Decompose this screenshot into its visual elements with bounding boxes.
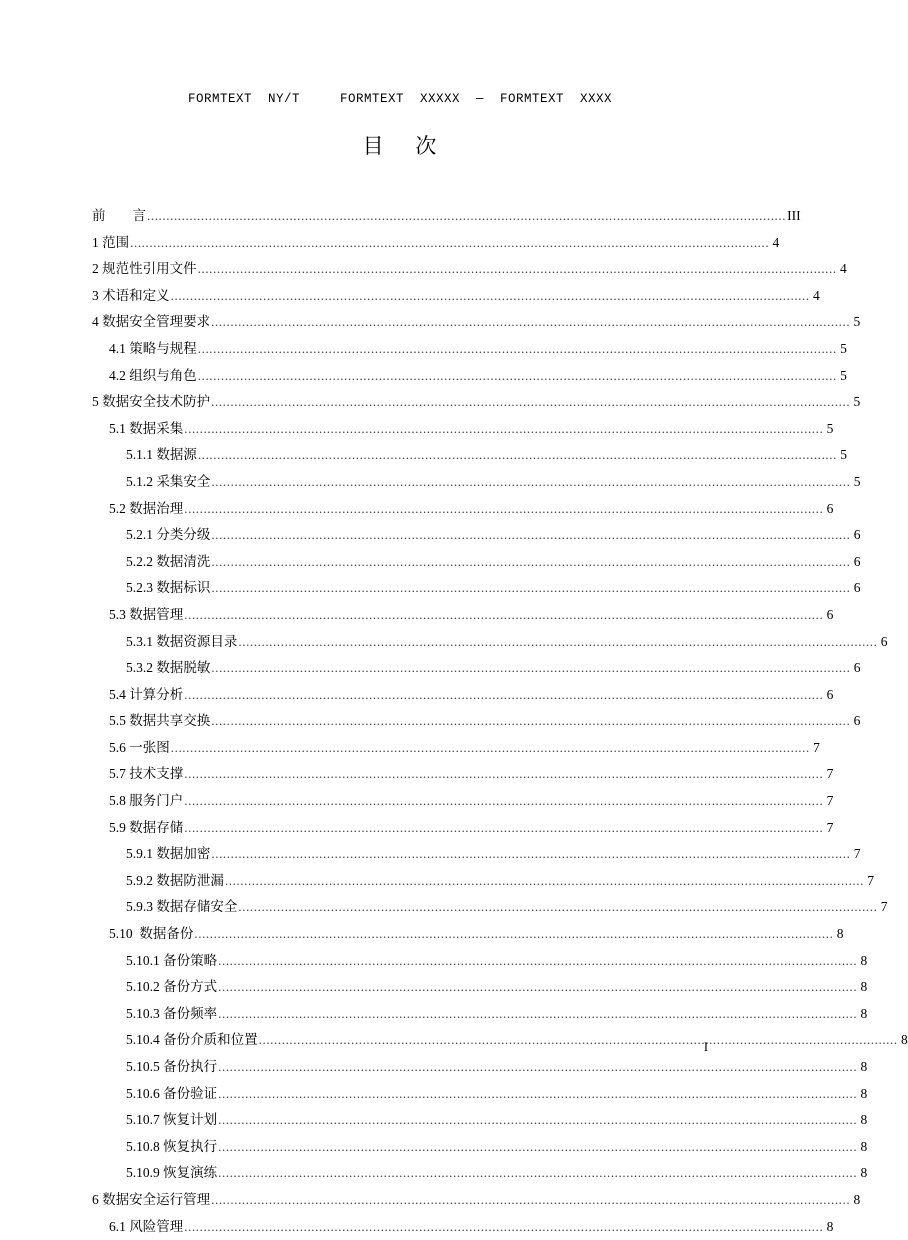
toc-entry-label: 5.10.5 备份执行 <box>126 1059 218 1074</box>
toc-entry[interactable] <box>92 815 834 842</box>
toc-entry-label: 5.10.1 备份策略 <box>126 952 218 968</box>
toc-dot-leader <box>184 602 823 616</box>
toc-entry-page-number: 7 <box>826 766 834 782</box>
toc-dot-leader <box>211 1187 850 1201</box>
footer-page-number <box>0 1040 800 1055</box>
toc-entry-label: 5.10.2 备份方式 <box>126 979 218 995</box>
toc-dot-leader <box>259 1027 898 1041</box>
toc-entry[interactable] <box>92 735 820 762</box>
toc-dot-leader <box>171 735 810 749</box>
toc-entry-label: 5.3.2 数据脱敏 <box>126 660 211 676</box>
toc-entry[interactable] <box>92 496 834 523</box>
toc-entry[interactable] <box>92 921 844 948</box>
toc-entry-page-number: 6 <box>853 527 861 543</box>
toc-entry-label: 3 术语和定义 <box>92 287 170 303</box>
toc-dot-leader <box>184 416 823 430</box>
toc-entry-page-number: 7 <box>867 872 874 888</box>
toc-entry[interactable] <box>92 602 834 629</box>
toc-entry-page-number: 8 <box>860 1005 868 1021</box>
toc-dot-leader <box>184 761 823 775</box>
toc-entry[interactable] <box>92 1160 868 1187</box>
toc-entry-label: 2 规范性引用文件 <box>92 261 197 277</box>
toc-entry[interactable] <box>92 682 834 709</box>
toc-entry-label: 5.9.3 数据存储安全 <box>126 899 238 915</box>
toc-entry[interactable] <box>92 522 861 549</box>
toc-entry-label: 1 范围 <box>92 234 130 250</box>
toc-entry-label: 4 数据安全管理要求 <box>92 314 211 330</box>
page-title: 目 次 <box>362 134 438 158</box>
toc-entry[interactable] <box>92 974 868 1001</box>
toc-entry-page-number: 8 <box>860 1165 868 1181</box>
toc-entry-label: 5.4 计算分析 <box>109 686 184 702</box>
toc-dot-leader <box>184 788 823 802</box>
toc-dot-leader <box>218 1001 857 1015</box>
toc-entry[interactable] <box>92 203 801 230</box>
toc-entry-page-number: 6 <box>853 660 861 676</box>
toc-entry-label: 5.3 数据管理 <box>109 606 184 622</box>
toc-entry[interactable] <box>92 868 874 895</box>
toc-entry[interactable] <box>92 1214 834 1240</box>
toc-dot-leader <box>184 1214 823 1228</box>
toc-entry-page-number: 6 <box>826 606 834 622</box>
toc-entry[interactable] <box>92 575 861 602</box>
toc-entry-page-number: 8 <box>836 926 844 942</box>
toc-entry-page-number: 7 <box>826 819 834 835</box>
toc-entry[interactable] <box>92 309 861 336</box>
toc-entry-label: 5.5 数据共享交换 <box>109 713 211 729</box>
toc-entry-label: 5.7 技术支撑 <box>109 766 184 782</box>
toc-entry-page-number: 6 <box>826 686 834 702</box>
toc-entry-page-number: 6 <box>853 580 861 596</box>
toc-entry-page-number: 5 <box>853 473 861 489</box>
toc-dot-leader <box>211 575 850 589</box>
toc-dot-leader <box>218 1054 857 1068</box>
toc-entry[interactable] <box>92 655 861 682</box>
toc-entry-page-number: 5 <box>853 314 861 330</box>
toc-entry-label: 5.10.4 备份介质和位置 <box>126 1032 258 1048</box>
toc-entry-page-number: 4 <box>812 287 820 303</box>
toc-entry-page-number: 6 <box>880 633 888 649</box>
toc-dot-leader <box>211 841 850 855</box>
toc-entry-label: 5.9 数据存储 <box>109 819 184 835</box>
toc-dot-leader <box>184 682 823 696</box>
toc-entry-page-number: 7 <box>853 846 861 862</box>
toc-entry-label: 5.10.8 恢复执行 <box>126 1138 218 1154</box>
toc-dot-leader <box>198 336 837 350</box>
toc-entry-page-number: 5 <box>826 420 834 436</box>
toc-dot-leader <box>218 1081 857 1095</box>
toc-entry-label: 5.6 一张图 <box>109 739 170 755</box>
toc-dot-leader <box>184 815 823 829</box>
toc-dot-leader <box>198 363 837 377</box>
toc-dot-leader <box>218 948 857 962</box>
toc-entry-label: 5.10.9 恢复演练 <box>126 1165 218 1181</box>
toc-entry[interactable] <box>92 841 861 868</box>
toc-dot-leader <box>238 629 877 643</box>
toc-entry-label: 6.1 风险管理 <box>109 1218 184 1234</box>
toc-dot-leader <box>238 894 877 908</box>
toc-entry-page-number: 5 <box>840 447 847 463</box>
toc-entry-label: 5.2 数据治理 <box>109 500 184 516</box>
toc-dot-leader <box>211 389 850 403</box>
toc-dot-leader <box>198 256 837 270</box>
toc-entry[interactable] <box>92 1081 868 1108</box>
toc-entry-label: 4.2 组织与角色 <box>109 367 197 383</box>
toc-dot-leader <box>211 522 850 536</box>
toc-entry-label: 5.2.2 数据清洗 <box>126 553 211 569</box>
toc-entry-page-number: 7 <box>880 899 888 915</box>
toc-entry-page-number: 8 <box>860 1059 868 1074</box>
toc-entry-label: 5.10 数据备份 <box>109 926 194 942</box>
toc-entry-page-number: 8 <box>826 1218 834 1234</box>
toc-entry[interactable] <box>92 788 834 815</box>
toc-entry[interactable] <box>92 389 861 416</box>
toc-dot-leader <box>184 496 823 510</box>
toc-entry[interactable] <box>92 549 861 576</box>
toc-entry[interactable] <box>92 336 847 363</box>
toc-entry-label: 前 言 <box>92 208 146 223</box>
toc-entry-page-number: 7 <box>813 739 820 755</box>
toc-entry[interactable] <box>92 894 888 921</box>
toc-entry[interactable] <box>92 256 847 283</box>
toc-entry-page-number: 4 <box>772 234 780 250</box>
toc-entry-label: 5.9.1 数据加密 <box>126 846 211 862</box>
toc-entry[interactable] <box>92 283 820 310</box>
toc-dot-leader <box>211 549 850 563</box>
toc-entry-page-number: 5 <box>840 340 847 356</box>
toc-entry-page-number: 8 <box>860 1138 868 1154</box>
toc-entry-page-number: 8 <box>860 1085 868 1101</box>
toc-entry-page-number: 8 <box>860 1112 868 1128</box>
toc-entry[interactable] <box>92 1054 868 1081</box>
toc-dot-leader <box>225 868 864 882</box>
toc-dot-leader <box>218 1160 857 1174</box>
toc-entry[interactable] <box>92 1107 868 1134</box>
toc-dot-leader <box>218 974 857 988</box>
toc-entry[interactable] <box>92 469 861 496</box>
toc-entry-label: 5.9.2 数据防泄漏 <box>126 872 224 888</box>
toc-dot-leader <box>147 203 786 217</box>
toc-entry-page-number: 4 <box>839 261 847 277</box>
footer-page-number-value: I <box>703 1040 709 1054</box>
toc-entry-page-number: 8 <box>853 1191 861 1207</box>
toc-entry-label: 5.10.6 备份验证 <box>126 1085 218 1101</box>
table-of-contents <box>92 203 908 1240</box>
toc-entry-label: 5.10.3 备份频率 <box>126 1005 218 1021</box>
toc-entry[interactable] <box>92 442 847 469</box>
toc-entry-label: 5.2.3 数据标识 <box>126 580 211 596</box>
toc-entry-page-number: 8 <box>860 979 868 995</box>
toc-entry[interactable] <box>92 1001 868 1028</box>
toc-entry-label: 6 数据安全运行管理 <box>92 1191 211 1207</box>
toc-entry-label: 5.1.2 采集安全 <box>126 473 211 489</box>
document-header-line: FORMTEXT NY/T FORMTEXT XXXXX — FORMTEXT XXXX <box>187 92 613 106</box>
toc-dot-leader <box>198 442 837 456</box>
toc-dot-leader <box>211 655 850 669</box>
toc-entry-page-number: 7 <box>826 793 834 809</box>
toc-entry[interactable] <box>92 708 861 735</box>
toc-dot-leader <box>218 1107 857 1121</box>
toc-entry-label: 5.2.1 分类分级 <box>126 527 211 543</box>
toc-entry-page-number: 6 <box>853 713 861 729</box>
toc-entry-page-number: III <box>787 208 801 223</box>
toc-dot-leader <box>130 230 769 244</box>
toc-entry[interactable] <box>92 1134 868 1161</box>
toc-entry-page-number: 6 <box>853 553 861 569</box>
toc-entry-label: 5.3.1 数据资源目录 <box>126 633 238 649</box>
toc-entry-page-number: 8 <box>900 1032 908 1048</box>
toc-entry-label: 5.1 数据采集 <box>109 420 184 436</box>
toc-entry-page-number: 6 <box>826 500 834 516</box>
toc-entry-label: 4.1 策略与规程 <box>109 340 197 356</box>
toc-entry[interactable] <box>92 948 868 975</box>
toc-entry[interactable] <box>92 363 847 390</box>
toc-entry-page-number: 5 <box>853 394 861 410</box>
toc-entry[interactable] <box>92 629 888 656</box>
toc-entry-label: 5.8 服务门户 <box>109 793 184 809</box>
toc-dot-leader <box>194 921 833 935</box>
toc-dot-leader <box>211 469 850 483</box>
toc-dot-leader <box>171 283 810 297</box>
toc-dot-leader <box>218 1134 857 1148</box>
toc-dot-leader <box>211 309 850 323</box>
toc-entry[interactable] <box>92 1187 861 1214</box>
toc-entry-label: 5.1.1 数据源 <box>126 447 197 463</box>
toc-entry-page-number: 8 <box>860 952 868 968</box>
toc-entry-label: 5.10.7 恢复计划 <box>126 1112 218 1128</box>
toc-entry[interactable] <box>92 230 780 257</box>
toc-entry-label: 5 数据安全技术防护 <box>92 394 211 410</box>
toc-dot-leader <box>211 708 850 722</box>
toc-entry-page-number: 5 <box>840 367 847 383</box>
toc-entry[interactable] <box>92 416 834 443</box>
toc-entry[interactable] <box>92 761 834 788</box>
